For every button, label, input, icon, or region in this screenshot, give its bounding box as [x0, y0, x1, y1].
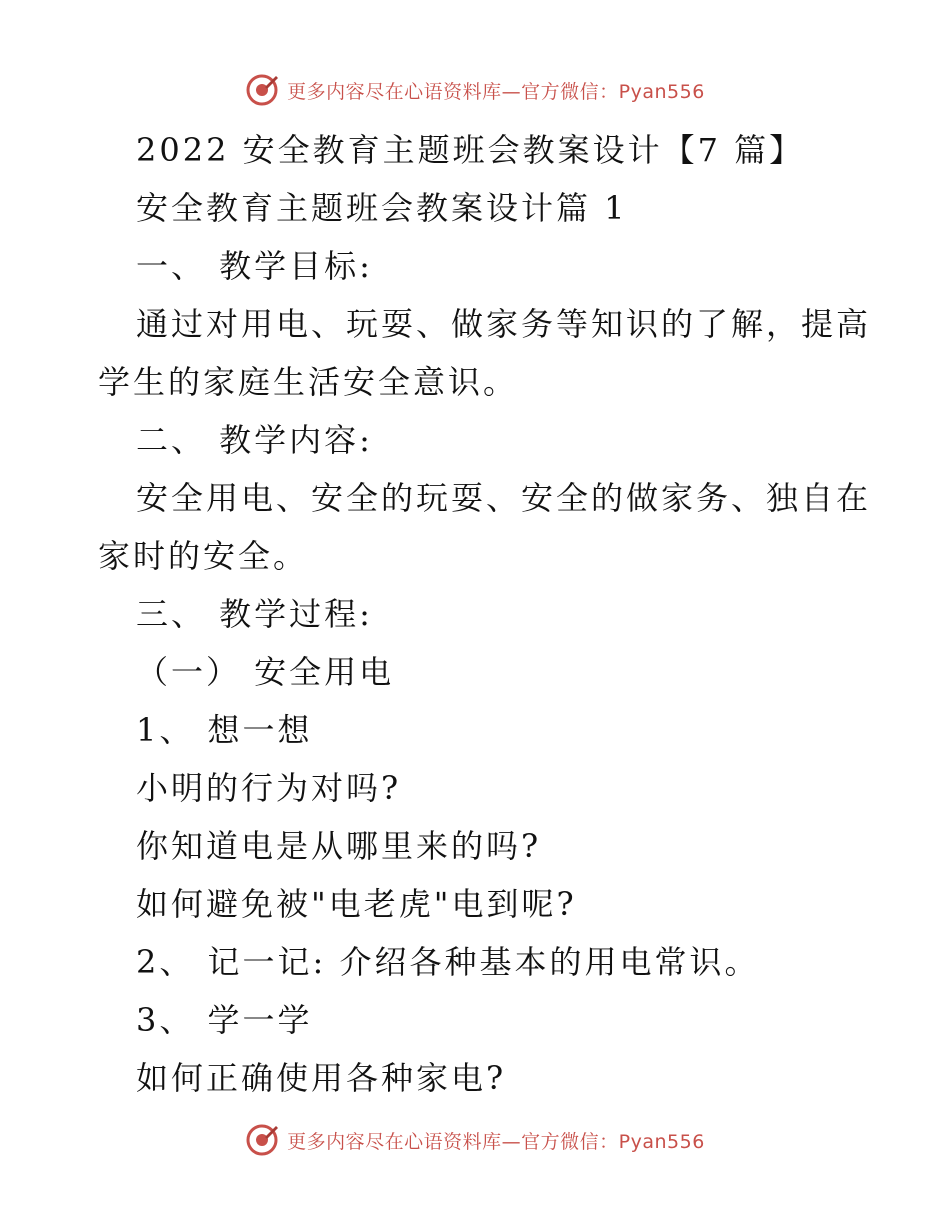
- paragraph-line: 安全用电、安全的玩耍、安全的做家务、独自在: [136, 479, 872, 517]
- paragraph-line: 3、 学一学: [136, 1001, 313, 1039]
- watermark-text: 更多内容尽在心语资料库—官方微信：Pyan556: [287, 80, 705, 103]
- paragraph-line: 如何避免被"电老虎"电到呢?: [136, 885, 577, 923]
- paragraph-line: 通过对用电、玩耍、做家务等知识的了解，提高: [136, 305, 872, 343]
- paragraph-line: 如何正确使用各种家电?: [136, 1059, 507, 1097]
- paragraph-line: 三、 教学过程:: [136, 595, 373, 633]
- paragraph-line: 1、 想一想: [136, 711, 313, 749]
- paragraph-line: 家时的安全。: [98, 537, 309, 575]
- paragraph-line: 2、 记一记: 介绍各种基本的用电常识。: [136, 943, 760, 981]
- paragraph-line: 你知道电是从哪里来的吗?: [136, 827, 542, 865]
- footer-watermark-banner: [0, 1120, 950, 1160]
- paragraph-line: 小明的行为对吗?: [136, 769, 402, 807]
- paragraph-line: 二、 教学内容:: [136, 421, 373, 459]
- pen-logo-icon: [245, 73, 279, 107]
- watermark-text: 更多内容尽在心语资料库—官方微信：Pyan556: [287, 1130, 705, 1153]
- header-watermark-banner: [0, 70, 950, 110]
- paragraph-line: 一、 教学目标:: [136, 247, 373, 285]
- pen-logo-icon: [245, 1123, 279, 1157]
- paragraph-line: （一） 安全用电: [136, 653, 395, 691]
- paragraph-line: 学生的家庭生活安全意识。: [98, 363, 519, 401]
- document-title: 2022 安全教育主题班会教案设计【7 篇】: [136, 131, 805, 169]
- section-heading: 安全教育主题班会教案设计篇 1: [136, 189, 628, 227]
